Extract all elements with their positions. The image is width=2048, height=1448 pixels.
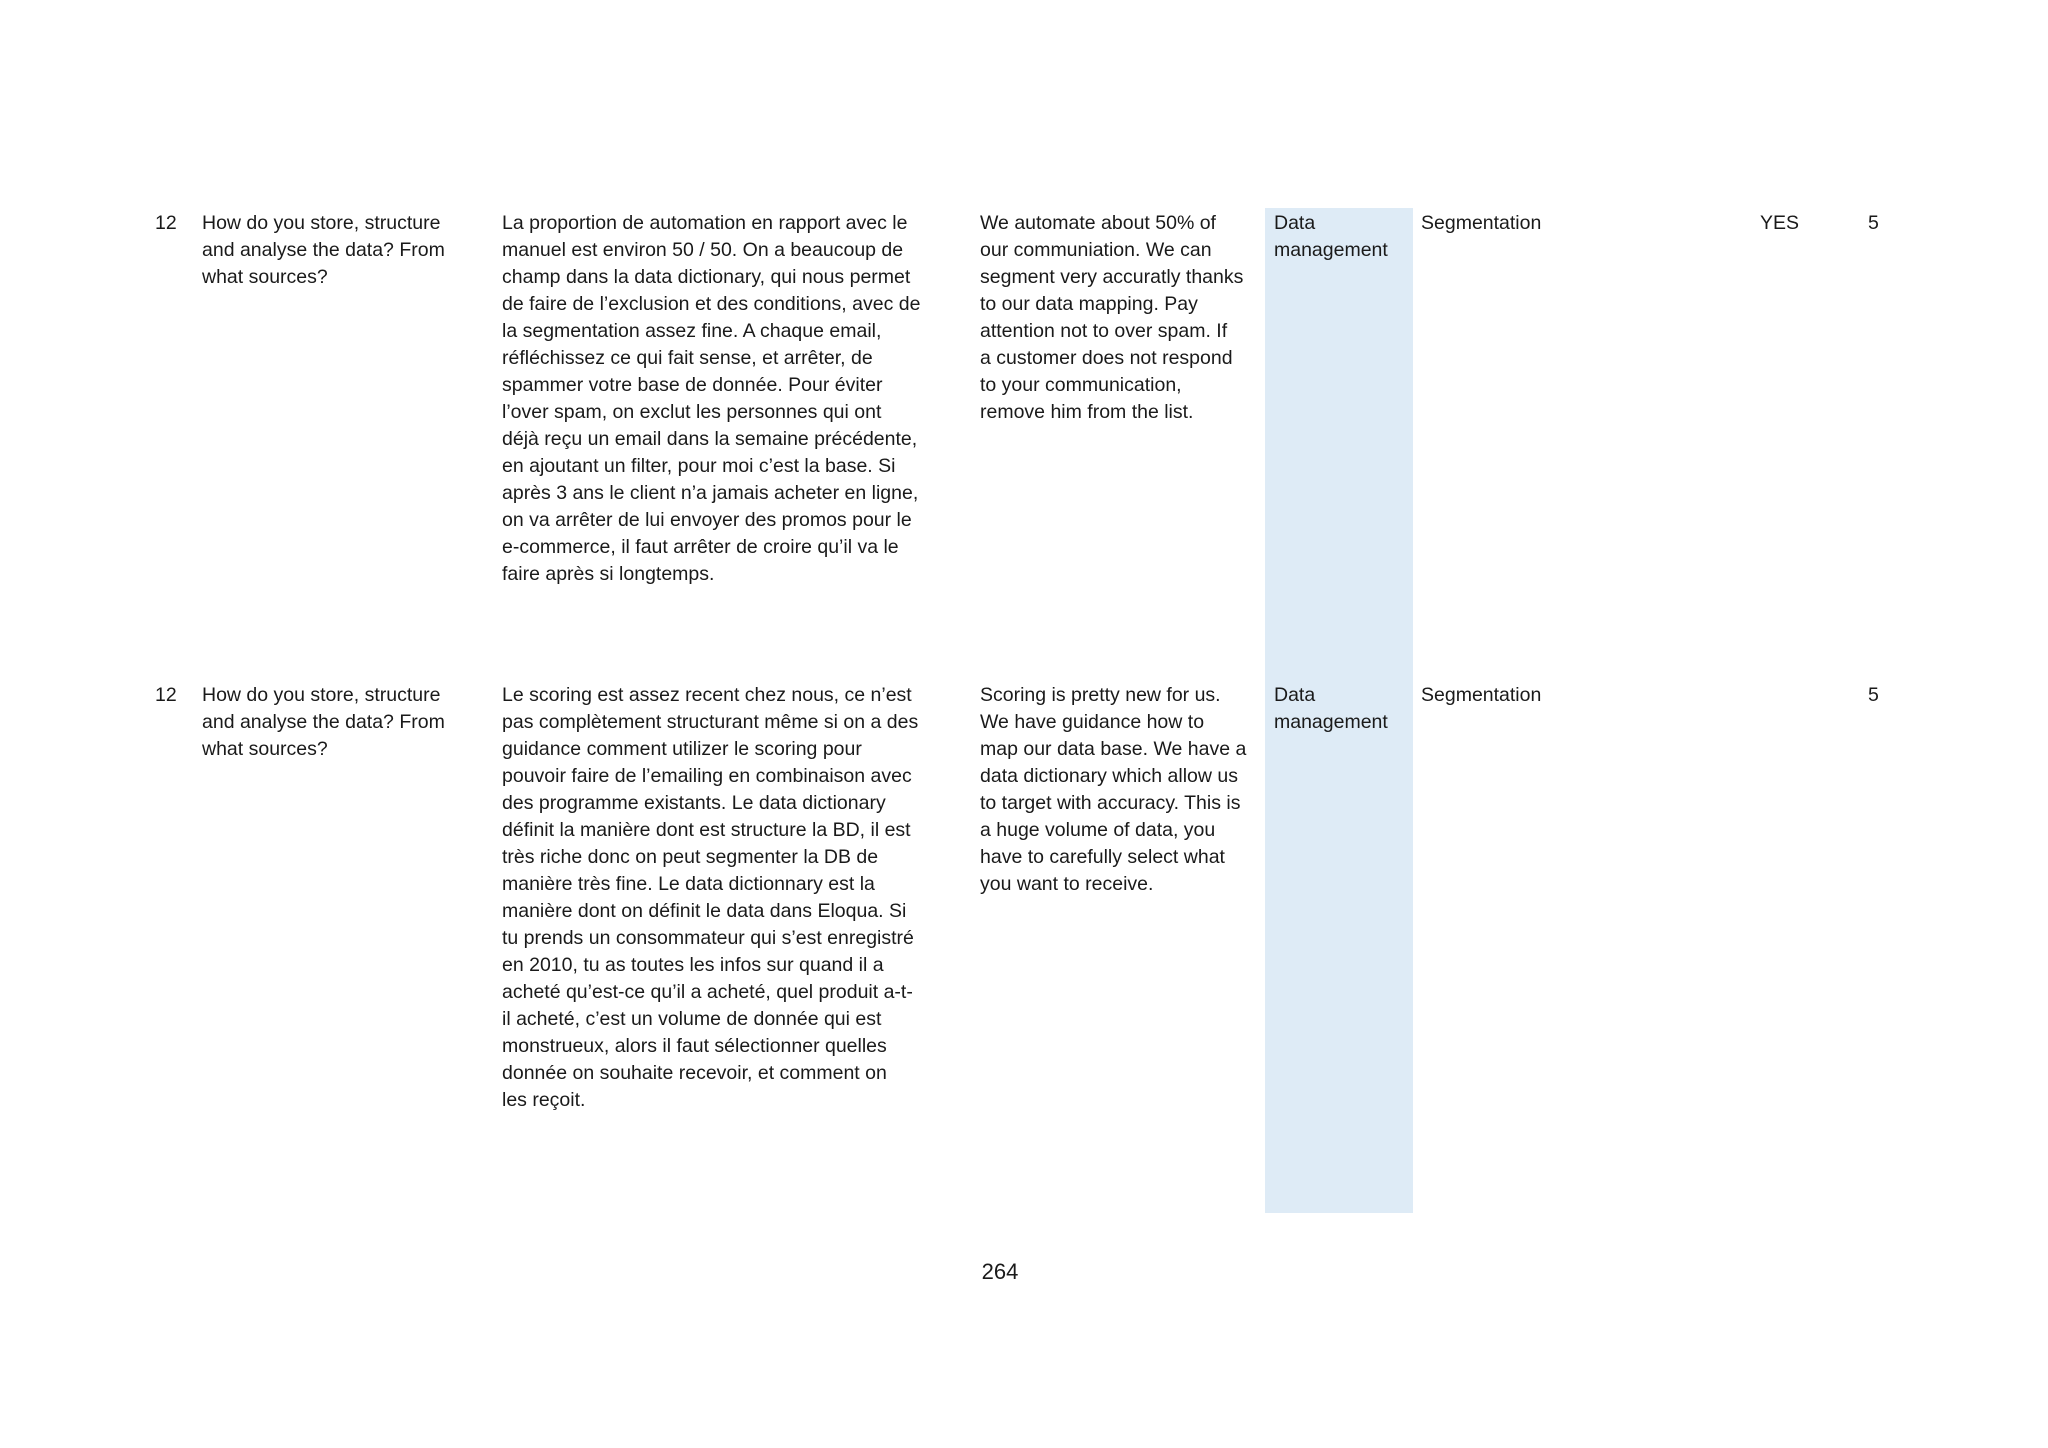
page-number: 264 bbox=[981, 1259, 1019, 1284]
score-value: 5 bbox=[1868, 684, 1879, 706]
category-label: Data management bbox=[1274, 212, 1388, 261]
category-label: Data management bbox=[1274, 684, 1388, 733]
flag-value: YES bbox=[1760, 212, 1800, 234]
subcategory-label: Segmentation bbox=[1421, 212, 1542, 234]
answer-french: Le scoring est assez recent chez nous, ce n’est pas complètement structurant même si on a des guidance comment utilizer le scoring pour pouvoir faire de l’emailing en combinaison avec des programme existants. Le data dictionary définit la manière dont est structure la BD, il est très riche donc on peut segmenter la DB de manière très fine. Le data dictionnary est la manière dont on définit le data dans Eloqua. Si tu prends un consommateur qui s’est enregistré en 2010, tu as toutes les infos sur quand il a acheté qu’est-ce qu’il a acheté, quel produit a-t- il acheté, c’est un volume de donnée qui est monstrueux, alors il faut sélectionner quelles donnée on souhaite recevoir, et comment on les reçoit. bbox=[502, 684, 919, 1111]
answer-french: La proportion de automation en rapport avec le manuel est environ 50 / 50. On a beaucoup de champ dans la data dictionary, qui nous permet de faire de l’exclusion et des conditions, avec de la segmentation assez fine. A chaque email, réfléchissez ce qui fait sense, et arrêter, de spammer votre base de donnée. Pour éviter l’over spam, on exclut les personnes qui ont déjà reçu un email dans la semaine précédente, en ajoutant un filter, pour moi c’est la base. Si après 3 ans le client n’a jamais acheter en ligne, on va arrêter de lui envoyer des promos pour le e-commerce, il faut arrêter de croire qu’il va le faire après si longtemps. bbox=[502, 212, 921, 585]
subcategory-label: Segmentation bbox=[1421, 684, 1542, 706]
answer-english: We automate about 50% of our communiation. We can segment very accuratly thanks to our data mapping. Pay attention not to over spam. If a customer does not respond to your communication, remove him from the list. bbox=[980, 212, 1244, 423]
question-text: How do you store, structure and analyse the data? From what sources? bbox=[202, 684, 445, 760]
question-number: 12 bbox=[155, 684, 177, 706]
answer-english: Scoring is pretty new for us. We have guidance how to map our data base. We have a data dictionary which allow us to target with accuracy. This is a huge volume of data, you have to carefully select what you want to receive. bbox=[980, 684, 1247, 895]
score-value: 5 bbox=[1868, 212, 1879, 234]
question-text: How do you store, structure and analyse the data? From what sources? bbox=[202, 212, 445, 288]
question-number: 12 bbox=[155, 212, 177, 234]
